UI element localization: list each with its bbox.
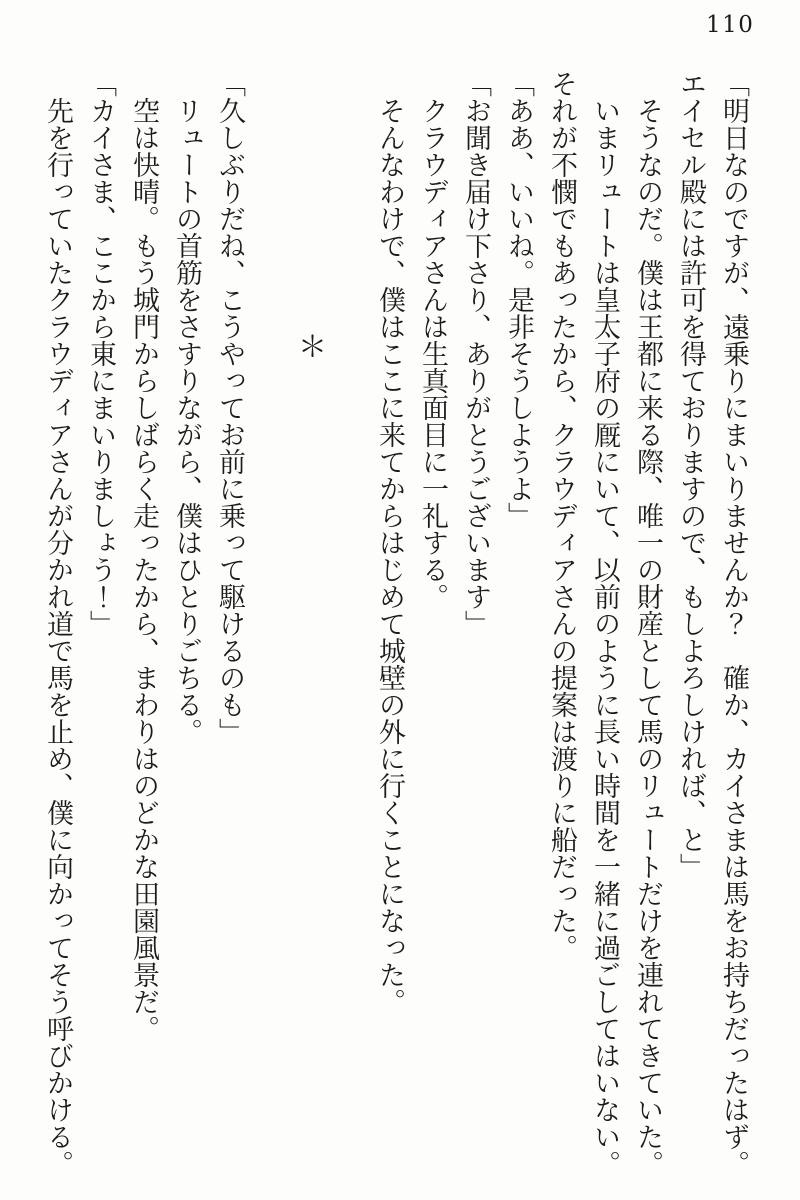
paragraph: 「ああ、いいね。是非そうしようよ」 — [504, 70, 534, 529]
page-number: 110 — [706, 12, 755, 38]
paragraph: リュートの首筋をさすりながら、僕はひとりごちる。 — [172, 97, 202, 745]
paragraph: クラウディアさんは生真面目に一礼する。 — [418, 97, 448, 610]
paragraph: そうなのだ。僕は王都に来る際、唯一の財産として馬のリュートだけを連れてきていた。 — [633, 97, 663, 1177]
body-text — [33, 70, 755, 1190]
paragraph: 先を行っていたクラウディアさんが分かれ道で馬を止め、僕に向かってそう呼びかける。 — [43, 97, 73, 1177]
paragraph: 「お聞き届け下さり、ありがとうございます」 — [461, 70, 491, 637]
paragraph: そんなわけで、僕はここに来てからはじめて城壁の外に行くことになった。 — [375, 97, 405, 1015]
paragraph: 空は快晴。もう城門からしばらく走ったから、まわりはのどかな田園風景だ。 — [129, 97, 159, 1042]
paragraph: 「カイさま、ここから東にまいりましょう！」 — [86, 70, 116, 637]
paragraph: いまリュートは皇太子府の厩にいて、以前のように長い時間を一緒に過ごしてはいない。それが不憫でもあったから、クラウディアさんの提案は渡りに船だった。 — [547, 70, 620, 1177]
paragraph: 「久しぶりだね、こうやってお前に乗って駆けるのも」 — [215, 70, 245, 745]
paragraph: 「明日なのですが、遠乗りにまいりませんか？ 確か、カイさまは馬をお持ちだったはず。エイセル殿には許可を得ておりますので、もしよろしければ、と」 — [676, 70, 749, 1177]
section-separator: ＊ — [294, 331, 326, 360]
